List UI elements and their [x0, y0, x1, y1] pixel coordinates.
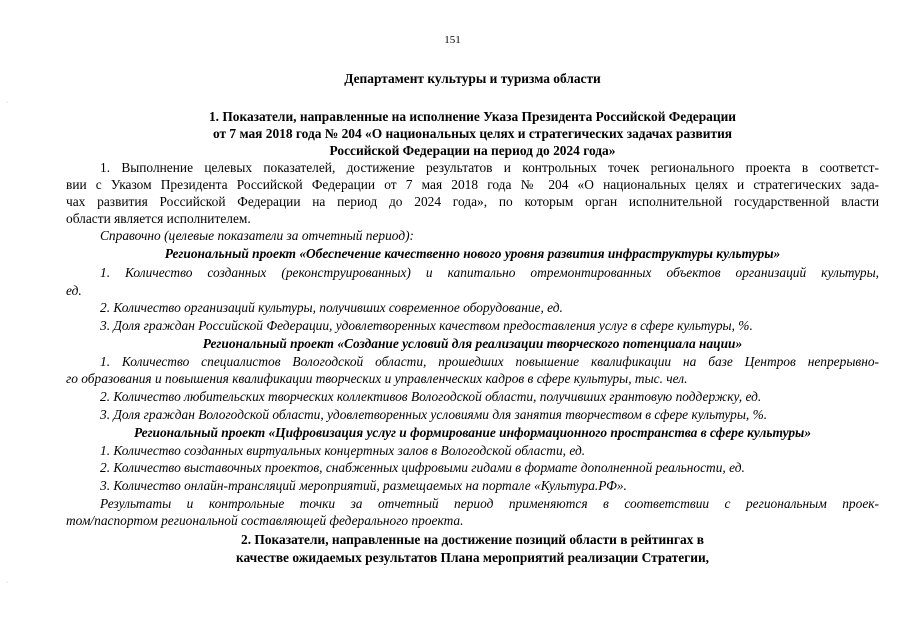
results-note-line-1: Результаты и контрольные точки за отчетный период применяются в соответствии с региональным проек-	[100, 496, 879, 511]
project-1-item-1-line-2: ед.	[66, 283, 82, 298]
section1-paragraph-line-4: области является исполнителем.	[66, 211, 251, 226]
section1-paragraph-line-3: чах развития Российской Федерации на период до 2024 года», по которым орган исполнительной государственной власти	[66, 194, 879, 209]
project-1-item-2: 2. Количество организаций культуры, получивших современное оборудование, ед.	[100, 300, 563, 315]
scan-mark: ·	[6, 100, 8, 106]
section1-paragraph-line-1: 1. Выполнение целевых показателей, достижение результатов и контрольных точек регионального проекта в соответст-	[100, 160, 879, 175]
project-2-item-2: 2. Количество любительских творческих коллективов Вологодской области, получивших грантовую поддержку, ед.	[100, 389, 762, 404]
reference-note: Справочно (целевые показатели за отчетный период):	[100, 228, 415, 243]
scan-mark: ·	[6, 580, 8, 586]
project-1-item-1-line-1: 1. Количество созданных (реконструированных) и капитально отремонтированных объектов организаций культуры,	[100, 265, 879, 280]
project-1-title: Региональный проект «Обеспечение качественно нового уровня развития инфраструктуры культуры»	[164, 246, 781, 261]
project-3-item-1: 1. Количество созданных виртуальных концертных залов в Вологодской области, ед.	[100, 443, 586, 458]
project-2-item-1-line-2: го образования и повышения квалификации творческих и управленческих кадров в сфере культуры, тыс. чел.	[66, 371, 688, 386]
section1-heading-line-3: Российской Федерации на период до 2024 года»	[329, 143, 616, 158]
section1-paragraph-line-2: вии с Указом Президента Российской Федерации от 7 мая 2018 года № 204 «О национальных целях и стратегических зада-	[66, 177, 879, 192]
project-3-item-2: 2. Количество выставочных проектов, снабженных цифровыми гидами в формате дополненной реальности, ед.	[100, 460, 745, 475]
department-title: Департамент культуры и туризма области	[344, 71, 601, 86]
project-3-item-3: 3. Количество онлайн-трансляций мероприятий, размещаемых на портале «Культура.РФ».	[100, 478, 627, 493]
project-2-item-3: 3. Доля граждан Вологодской области, удовлетворенных условиями для занятия творчеством в сфере культуры, %.	[100, 407, 768, 422]
project-3-title: Региональный проект «Цифровизация услуг и формирование информационного пространства в сфере культуры»	[133, 425, 812, 440]
section2-heading-line-2: качестве ожидаемых результатов Плана мероприятий реализации Стратегии,	[235, 550, 710, 565]
project-2-title: Региональный проект «Создание условий для реализации творческого потенциала нации»	[202, 336, 743, 351]
section2-heading-line-1: 2. Показатели, направленные на достижение позиций области в рейтингах в	[241, 532, 704, 547]
project-1-item-3: 3. Доля граждан Российской Федерации, удовлетворенных качеством предоставления услуг в сфере культуры, %.	[100, 318, 753, 333]
section1-heading-line-1: 1. Показатели, направленные на исполнение Указа Президента Российской Федерации	[208, 109, 737, 124]
project-2-item-1-line-1: 1. Количество специалистов Вологодской области, прошедших повышение квалификации на базе Центров непрерывно-	[100, 354, 879, 369]
results-note-line-2: том/паспортом региональной составляющей федерального проекта.	[66, 513, 464, 528]
page-number: 151	[444, 34, 461, 46]
section1-heading-line-2: от 7 мая 2018 года № 204 «О национальных целях и стратегических задачах развития	[212, 126, 733, 141]
